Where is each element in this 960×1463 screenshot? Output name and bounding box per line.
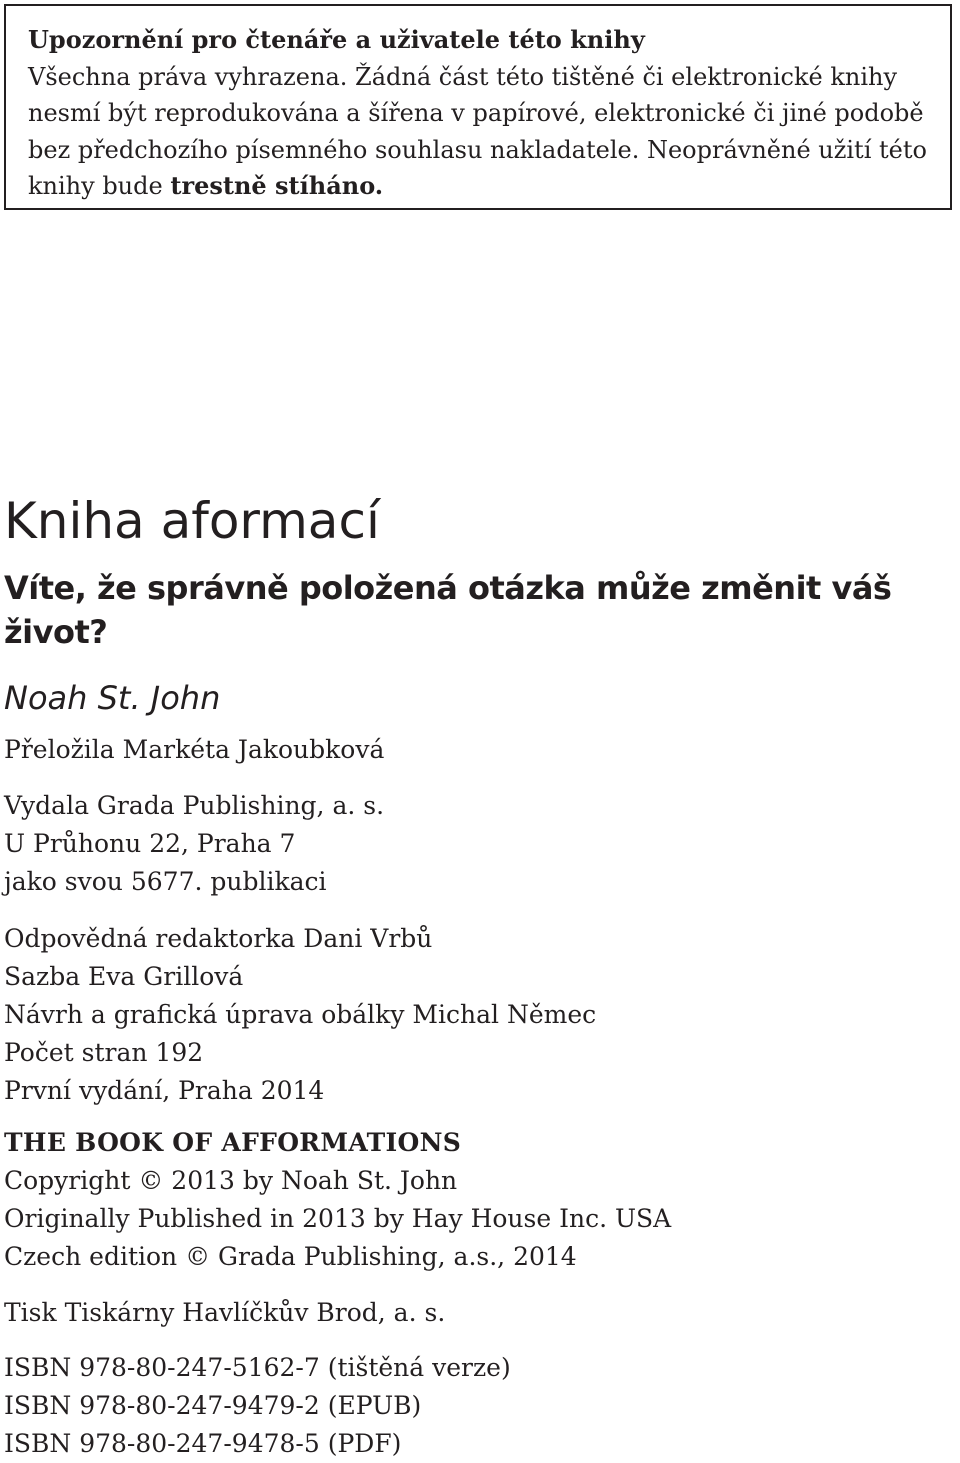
original-publisher: Originally Published in 2013 by Hay House Inc. USA xyxy=(4,1204,672,1233)
notice-text-bold: trestně stíháno. xyxy=(170,171,384,200)
publisher-address: U Průhonu 22, Praha 7 xyxy=(4,829,296,858)
notice-text: Všechna práva vyhrazena. Žádná část této tištěné či elektronické knihy nesmí být reprodukována a šířena v papírové, elektronické či jiné podobě bez předchozího písemného souhlasu nakladatele. Neoprávněné užití této knihy bude xyxy=(28,62,927,200)
printer-line: Tisk Tiskárny Havlíčkův Brod, a. s. xyxy=(4,1298,446,1327)
original-title: THE BOOK OF AFFORMATIONS xyxy=(4,1128,462,1157)
isbn-print: ISBN 978-80-247-5162-7 (tištěná verze) xyxy=(4,1353,511,1382)
original-copyright: Copyright © 2013 by Noah St. John xyxy=(4,1166,458,1195)
isbn-section xyxy=(4,1349,954,1463)
translator-line: Přeložila Markéta Jakoubková xyxy=(4,735,385,764)
isbn-epub: ISBN 978-80-247-9479-2 (EPUB) xyxy=(4,1391,422,1420)
isbn-pdf: ISBN 978-80-247-9478-5 (PDF) xyxy=(4,1429,402,1458)
title-block xyxy=(4,488,954,720)
notice-title: Upozornění pro čtenáře a uživatele této knihy xyxy=(28,25,645,54)
printer-section xyxy=(4,1294,954,1332)
credits-section xyxy=(4,920,954,1110)
credit-cover-design: Návrh a grafická úprava obálky Michal Němec xyxy=(4,1000,597,1029)
book-subtitle: Víte, že správně položená otázka může změnit váš život? xyxy=(4,569,892,651)
credit-editor: Odpovědná redaktorka Dani Vrbů xyxy=(4,924,433,953)
publisher-section xyxy=(4,787,954,901)
original-edition-section xyxy=(4,1124,954,1276)
credit-page-count: Počet stran 192 xyxy=(4,1038,204,1067)
book-author: Noah St. John xyxy=(4,679,221,717)
translator-section xyxy=(4,731,954,769)
czech-edition-copyright: Czech edition © Grada Publishing, a.s., 2014 xyxy=(4,1242,577,1271)
credit-typesetting: Sazba Eva Grillová xyxy=(4,962,244,991)
book-title: Kniha aformací xyxy=(4,492,380,550)
publisher-line: Vydala Grada Publishing, a. s. xyxy=(4,791,385,820)
publication-number: jako svou 5677. publikaci xyxy=(4,867,327,896)
credit-edition: První vydání, Praha 2014 xyxy=(4,1076,325,1105)
copyright-notice-box xyxy=(4,4,952,210)
